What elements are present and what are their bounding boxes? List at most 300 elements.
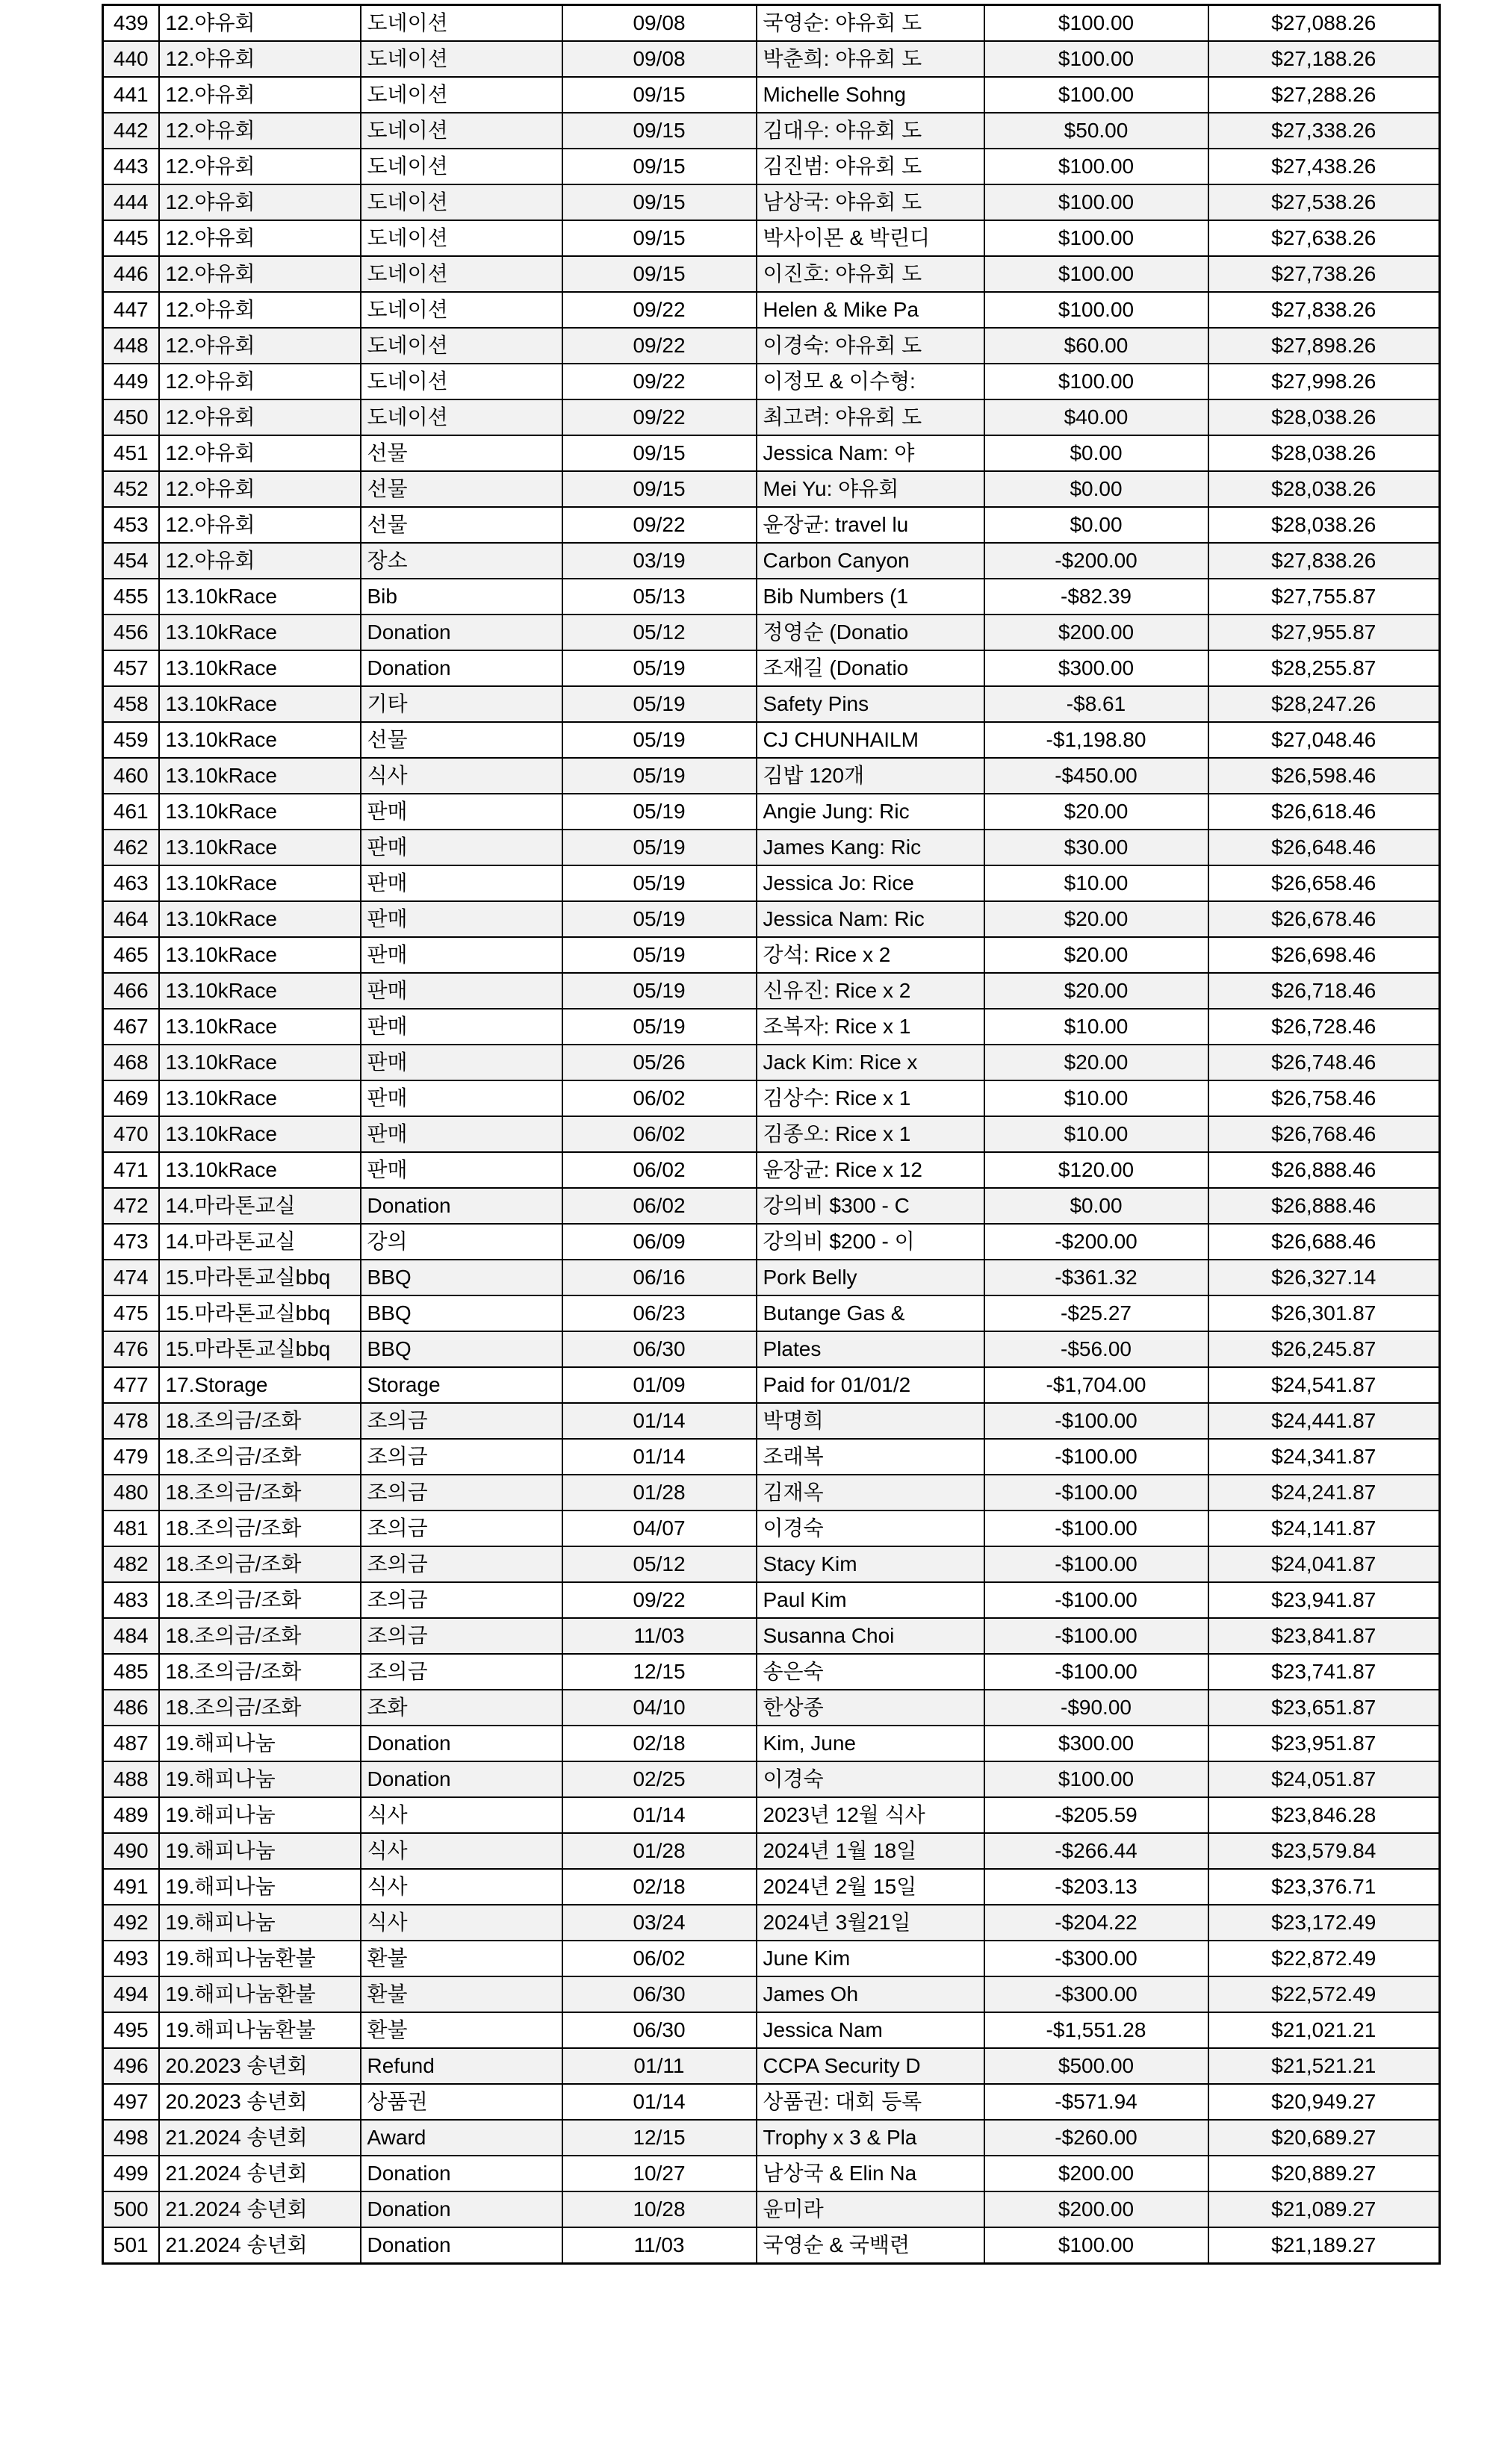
type-cell[interactable]: 조의금 <box>361 1618 562 1654</box>
description-cell[interactable]: June Kim <box>757 1941 984 1976</box>
type-cell[interactable]: 판매 <box>361 1080 562 1116</box>
amount-cell[interactable]: $100.00 <box>984 5 1208 42</box>
amount-cell[interactable]: $100.00 <box>984 77 1208 113</box>
date-cell[interactable]: 06/16 <box>562 1260 757 1295</box>
row-number-cell[interactable]: 463 <box>103 865 159 901</box>
type-cell[interactable]: 조의금 <box>361 1546 562 1582</box>
event-cell[interactable]: 13.10kRace <box>159 650 361 686</box>
amount-cell[interactable]: -$204.22 <box>984 1905 1208 1941</box>
date-cell[interactable]: 05/19 <box>562 650 757 686</box>
amount-cell[interactable]: -$100.00 <box>984 1546 1208 1582</box>
balance-cell[interactable]: $27,338.26 <box>1208 113 1440 149</box>
balance-cell[interactable]: $27,088.26 <box>1208 5 1440 42</box>
type-cell[interactable]: 도네이션 <box>361 256 562 292</box>
table-row[interactable] <box>103 686 1440 722</box>
balance-cell[interactable]: $20,889.27 <box>1208 2156 1440 2191</box>
amount-cell[interactable]: $0.00 <box>984 507 1208 543</box>
table-row[interactable] <box>103 758 1440 794</box>
table-row[interactable] <box>103 722 1440 758</box>
balance-cell[interactable]: $27,288.26 <box>1208 77 1440 113</box>
type-cell[interactable]: 기타 <box>361 686 562 722</box>
date-cell[interactable]: 01/14 <box>562 2084 757 2120</box>
type-cell[interactable]: 판매 <box>361 1116 562 1152</box>
description-cell[interactable]: 상품권: 대회 등록 <box>757 2084 984 2120</box>
row-number-cell[interactable]: 469 <box>103 1080 159 1116</box>
balance-cell[interactable]: $26,327.14 <box>1208 1260 1440 1295</box>
event-cell[interactable]: 13.10kRace <box>159 615 361 650</box>
table-row[interactable] <box>103 184 1440 220</box>
description-cell[interactable]: 조래복 <box>757 1439 984 1475</box>
description-cell[interactable]: 강석: Rice x 2 <box>757 937 984 973</box>
row-number-cell[interactable]: 473 <box>103 1224 159 1260</box>
description-cell[interactable]: 2024년 3월21일 <box>757 1905 984 1941</box>
row-number-cell[interactable]: 464 <box>103 901 159 937</box>
type-cell[interactable]: Refund <box>361 2048 562 2084</box>
row-number-cell[interactable]: 499 <box>103 2156 159 2191</box>
table-row[interactable] <box>103 292 1440 328</box>
date-cell[interactable]: 05/19 <box>562 1009 757 1045</box>
table-row[interactable] <box>103 1905 1440 1941</box>
table-row[interactable] <box>103 1152 1440 1188</box>
type-cell[interactable]: 식사 <box>361 1833 562 1869</box>
event-cell[interactable]: 19.해피나눔환불 <box>159 1941 361 1976</box>
description-cell[interactable]: 송은숙 <box>757 1654 984 1690</box>
row-number-cell[interactable]: 492 <box>103 1905 159 1941</box>
amount-cell[interactable]: -$266.44 <box>984 1833 1208 1869</box>
amount-cell[interactable]: $100.00 <box>984 364 1208 399</box>
balance-cell[interactable]: $27,188.26 <box>1208 41 1440 77</box>
row-number-cell[interactable]: 491 <box>103 1869 159 1905</box>
amount-cell[interactable]: -$205.59 <box>984 1797 1208 1833</box>
date-cell[interactable]: 01/28 <box>562 1833 757 1869</box>
event-cell[interactable]: 13.10kRace <box>159 1152 361 1188</box>
balance-cell[interactable]: $27,955.87 <box>1208 615 1440 650</box>
type-cell[interactable]: 도네이션 <box>361 149 562 184</box>
amount-cell[interactable]: -$450.00 <box>984 758 1208 794</box>
balance-cell[interactable]: $27,738.26 <box>1208 256 1440 292</box>
table-row[interactable] <box>103 1797 1440 1833</box>
event-cell[interactable]: 15.마라톤교실bbq <box>159 1260 361 1295</box>
date-cell[interactable]: 05/19 <box>562 758 757 794</box>
event-cell[interactable]: 12.야유회 <box>159 5 361 42</box>
amount-cell[interactable]: -$100.00 <box>984 1511 1208 1546</box>
row-number-cell[interactable]: 468 <box>103 1045 159 1080</box>
event-cell[interactable]: 12.야유회 <box>159 113 361 149</box>
amount-cell[interactable]: $20.00 <box>984 901 1208 937</box>
description-cell[interactable]: Mei Yu: 야유회 <box>757 471 984 507</box>
balance-cell[interactable]: $26,748.46 <box>1208 1045 1440 1080</box>
event-cell[interactable]: 14.마라톤교실 <box>159 1224 361 1260</box>
description-cell[interactable]: 이경숙: 야유회 도 <box>757 328 984 364</box>
row-number-cell[interactable]: 471 <box>103 1152 159 1188</box>
date-cell[interactable]: 09/22 <box>562 292 757 328</box>
description-cell[interactable]: 김밥 120개 <box>757 758 984 794</box>
table-row[interactable] <box>103 1295 1440 1331</box>
balance-cell[interactable]: $27,048.46 <box>1208 722 1440 758</box>
date-cell[interactable]: 09/15 <box>562 220 757 256</box>
type-cell[interactable]: 판매 <box>361 865 562 901</box>
amount-cell[interactable]: $10.00 <box>984 1080 1208 1116</box>
table-row[interactable] <box>103 1224 1440 1260</box>
table-row[interactable] <box>103 937 1440 973</box>
row-number-cell[interactable]: 465 <box>103 937 159 973</box>
balance-cell[interactable]: $26,678.46 <box>1208 901 1440 937</box>
balance-cell[interactable]: $26,301.87 <box>1208 1295 1440 1331</box>
table-row[interactable] <box>103 794 1440 830</box>
table-row[interactable] <box>103 579 1440 615</box>
balance-cell[interactable]: $26,245.87 <box>1208 1331 1440 1367</box>
balance-cell[interactable]: $26,598.46 <box>1208 758 1440 794</box>
date-cell[interactable]: 09/22 <box>562 507 757 543</box>
description-cell[interactable]: 김진범: 야유회 도 <box>757 149 984 184</box>
description-cell[interactable]: Trophy x 3 & Pla <box>757 2120 984 2156</box>
event-cell[interactable]: 19.해피나눔환불 <box>159 2012 361 2048</box>
row-number-cell[interactable]: 461 <box>103 794 159 830</box>
event-cell[interactable]: 21.2024 송년회 <box>159 2156 361 2191</box>
amount-cell[interactable]: -$1,551.28 <box>984 2012 1208 2048</box>
event-cell[interactable]: 19.해피나눔 <box>159 1726 361 1761</box>
date-cell[interactable]: 06/02 <box>562 1152 757 1188</box>
description-cell[interactable]: Safety Pins <box>757 686 984 722</box>
event-cell[interactable]: 19.해피나눔 <box>159 1833 361 1869</box>
description-cell[interactable]: Plates <box>757 1331 984 1367</box>
type-cell[interactable]: 판매 <box>361 1009 562 1045</box>
row-number-cell[interactable]: 452 <box>103 471 159 507</box>
table-row[interactable] <box>103 1475 1440 1511</box>
date-cell[interactable]: 06/30 <box>562 1976 757 2012</box>
row-number-cell[interactable]: 442 <box>103 113 159 149</box>
row-number-cell[interactable]: 500 <box>103 2191 159 2227</box>
table-row[interactable] <box>103 507 1440 543</box>
date-cell[interactable]: 01/14 <box>562 1439 757 1475</box>
description-cell[interactable]: 이경숙 <box>757 1761 984 1797</box>
amount-cell[interactable]: $200.00 <box>984 615 1208 650</box>
row-number-cell[interactable]: 470 <box>103 1116 159 1152</box>
balance-cell[interactable]: $24,341.87 <box>1208 1439 1440 1475</box>
description-cell[interactable]: Bib Numbers (1 <box>757 579 984 615</box>
row-number-cell[interactable]: 496 <box>103 2048 159 2084</box>
balance-cell[interactable]: $22,572.49 <box>1208 1976 1440 2012</box>
type-cell[interactable]: 판매 <box>361 1152 562 1188</box>
event-cell[interactable]: 13.10kRace <box>159 758 361 794</box>
description-cell[interactable]: Paid for 01/01/2 <box>757 1367 984 1403</box>
amount-cell[interactable]: -$300.00 <box>984 1976 1208 2012</box>
date-cell[interactable]: 05/19 <box>562 686 757 722</box>
event-cell[interactable]: 18.조의금/조화 <box>159 1690 361 1726</box>
event-cell[interactable]: 17.Storage <box>159 1367 361 1403</box>
table-row[interactable] <box>103 5 1440 42</box>
event-cell[interactable]: 12.야유회 <box>159 507 361 543</box>
event-cell[interactable]: 13.10kRace <box>159 1045 361 1080</box>
amount-cell[interactable]: $20.00 <box>984 973 1208 1009</box>
amount-cell[interactable]: -$8.61 <box>984 686 1208 722</box>
event-cell[interactable]: 12.야유회 <box>159 149 361 184</box>
description-cell[interactable]: Pork Belly <box>757 1260 984 1295</box>
description-cell[interactable]: 조복자: Rice x 1 <box>757 1009 984 1045</box>
date-cell[interactable]: 05/12 <box>562 1546 757 1582</box>
table-row[interactable] <box>103 1080 1440 1116</box>
description-cell[interactable]: 2024년 2월 15일 <box>757 1869 984 1905</box>
type-cell[interactable]: Bib <box>361 579 562 615</box>
description-cell[interactable]: James Kang: Ric <box>757 830 984 865</box>
row-number-cell[interactable]: 482 <box>103 1546 159 1582</box>
row-number-cell[interactable]: 456 <box>103 615 159 650</box>
date-cell[interactable]: 09/15 <box>562 184 757 220</box>
amount-cell[interactable]: -$361.32 <box>984 1260 1208 1295</box>
type-cell[interactable]: 조의금 <box>361 1403 562 1439</box>
type-cell[interactable]: 조의금 <box>361 1582 562 1618</box>
balance-cell[interactable]: $27,898.26 <box>1208 328 1440 364</box>
description-cell[interactable]: Jack Kim: Rice x <box>757 1045 984 1080</box>
amount-cell[interactable]: $60.00 <box>984 328 1208 364</box>
event-cell[interactable]: 18.조의금/조화 <box>159 1403 361 1439</box>
table-row[interactable] <box>103 435 1440 471</box>
table-row[interactable] <box>103 1654 1440 1690</box>
row-number-cell[interactable]: 474 <box>103 1260 159 1295</box>
type-cell[interactable]: 판매 <box>361 901 562 937</box>
row-number-cell[interactable]: 466 <box>103 973 159 1009</box>
row-number-cell[interactable]: 455 <box>103 579 159 615</box>
table-row[interactable] <box>103 471 1440 507</box>
table-row[interactable] <box>103 1869 1440 1905</box>
balance-cell[interactable]: $21,521.21 <box>1208 2048 1440 2084</box>
row-number-cell[interactable]: 490 <box>103 1833 159 1869</box>
table-row[interactable] <box>103 1546 1440 1582</box>
table-row[interactable] <box>103 830 1440 865</box>
row-number-cell[interactable]: 454 <box>103 543 159 579</box>
table-row[interactable] <box>103 2191 1440 2227</box>
row-number-cell[interactable]: 501 <box>103 2227 159 2264</box>
date-cell[interactable]: 11/03 <box>562 1618 757 1654</box>
amount-cell[interactable]: $300.00 <box>984 1726 1208 1761</box>
description-cell[interactable]: 남상국: 야유회 도 <box>757 184 984 220</box>
amount-cell[interactable]: $10.00 <box>984 865 1208 901</box>
date-cell[interactable]: 05/12 <box>562 615 757 650</box>
date-cell[interactable]: 02/25 <box>562 1761 757 1797</box>
balance-cell[interactable]: $26,768.46 <box>1208 1116 1440 1152</box>
event-cell[interactable]: 13.10kRace <box>159 901 361 937</box>
row-number-cell[interactable]: 459 <box>103 722 159 758</box>
table-row[interactable] <box>103 41 1440 77</box>
date-cell[interactable]: 09/22 <box>562 328 757 364</box>
description-cell[interactable]: Susanna Choi <box>757 1618 984 1654</box>
amount-cell[interactable]: $0.00 <box>984 435 1208 471</box>
balance-cell[interactable]: $27,998.26 <box>1208 364 1440 399</box>
event-cell[interactable]: 13.10kRace <box>159 722 361 758</box>
description-cell[interactable]: 2024년 1월 18일 <box>757 1833 984 1869</box>
date-cell[interactable]: 06/02 <box>562 1188 757 1224</box>
row-number-cell[interactable]: 450 <box>103 399 159 435</box>
table-row[interactable] <box>103 1618 1440 1654</box>
description-cell[interactable]: 김재옥 <box>757 1475 984 1511</box>
balance-cell[interactable]: $26,888.46 <box>1208 1152 1440 1188</box>
row-number-cell[interactable]: 467 <box>103 1009 159 1045</box>
event-cell[interactable]: 18.조의금/조화 <box>159 1654 361 1690</box>
type-cell[interactable]: 판매 <box>361 794 562 830</box>
row-number-cell[interactable]: 485 <box>103 1654 159 1690</box>
amount-cell[interactable]: -$203.13 <box>984 1869 1208 1905</box>
description-cell[interactable]: Kim, June <box>757 1726 984 1761</box>
description-cell[interactable]: 2023년 12월 식사 <box>757 1797 984 1833</box>
event-cell[interactable]: 13.10kRace <box>159 937 361 973</box>
table-row[interactable] <box>103 543 1440 579</box>
description-cell[interactable]: 한상종 <box>757 1690 984 1726</box>
type-cell[interactable]: 도네이션 <box>361 399 562 435</box>
amount-cell[interactable]: $20.00 <box>984 794 1208 830</box>
description-cell[interactable]: Carbon Canyon <box>757 543 984 579</box>
amount-cell[interactable]: -$260.00 <box>984 2120 1208 2156</box>
amount-cell[interactable]: $200.00 <box>984 2156 1208 2191</box>
event-cell[interactable]: 12.야유회 <box>159 435 361 471</box>
balance-cell[interactable]: $28,038.26 <box>1208 399 1440 435</box>
description-cell[interactable]: 이정모 & 이수형: <box>757 364 984 399</box>
balance-cell[interactable]: $28,038.26 <box>1208 507 1440 543</box>
type-cell[interactable]: BBQ <box>361 1295 562 1331</box>
amount-cell[interactable]: -$1,704.00 <box>984 1367 1208 1403</box>
type-cell[interactable]: Donation <box>361 2227 562 2264</box>
table-row[interactable] <box>103 113 1440 149</box>
date-cell[interactable]: 12/15 <box>562 1654 757 1690</box>
row-number-cell[interactable]: 440 <box>103 41 159 77</box>
type-cell[interactable]: 도네이션 <box>361 220 562 256</box>
date-cell[interactable]: 09/08 <box>562 41 757 77</box>
type-cell[interactable]: Donation <box>361 2156 562 2191</box>
balance-cell[interactable]: $26,718.46 <box>1208 973 1440 1009</box>
balance-cell[interactable]: $23,846.28 <box>1208 1797 1440 1833</box>
row-number-cell[interactable]: 443 <box>103 149 159 184</box>
event-cell[interactable]: 12.야유회 <box>159 543 361 579</box>
date-cell[interactable]: 09/15 <box>562 149 757 184</box>
type-cell[interactable]: 도네이션 <box>361 328 562 364</box>
event-cell[interactable]: 13.10kRace <box>159 865 361 901</box>
date-cell[interactable]: 05/19 <box>562 901 757 937</box>
event-cell[interactable]: 12.야유회 <box>159 292 361 328</box>
table-row[interactable] <box>103 1690 1440 1726</box>
event-cell[interactable]: 19.해피나눔 <box>159 1761 361 1797</box>
event-cell[interactable]: 12.야유회 <box>159 364 361 399</box>
row-number-cell[interactable]: 444 <box>103 184 159 220</box>
balance-cell[interactable]: $24,541.87 <box>1208 1367 1440 1403</box>
type-cell[interactable]: 도네이션 <box>361 77 562 113</box>
row-number-cell[interactable]: 446 <box>103 256 159 292</box>
row-number-cell[interactable]: 487 <box>103 1726 159 1761</box>
row-number-cell[interactable]: 445 <box>103 220 159 256</box>
balance-cell[interactable]: $26,728.46 <box>1208 1009 1440 1045</box>
event-cell[interactable]: 18.조의금/조화 <box>159 1582 361 1618</box>
date-cell[interactable]: 04/10 <box>562 1690 757 1726</box>
type-cell[interactable]: 식사 <box>361 1797 562 1833</box>
date-cell[interactable]: 01/09 <box>562 1367 757 1403</box>
table-row[interactable] <box>103 615 1440 650</box>
type-cell[interactable]: 도네이션 <box>361 184 562 220</box>
balance-cell[interactable]: $21,189.27 <box>1208 2227 1440 2264</box>
date-cell[interactable]: 05/19 <box>562 865 757 901</box>
date-cell[interactable]: 06/02 <box>562 1080 757 1116</box>
amount-cell[interactable]: -$100.00 <box>984 1475 1208 1511</box>
type-cell[interactable]: 선물 <box>361 722 562 758</box>
type-cell[interactable]: 도네이션 <box>361 5 562 42</box>
amount-cell[interactable]: $100.00 <box>984 292 1208 328</box>
event-cell[interactable]: 12.야유회 <box>159 220 361 256</box>
amount-cell[interactable]: $0.00 <box>984 1188 1208 1224</box>
description-cell[interactable]: Butange Gas & <box>757 1295 984 1331</box>
table-row[interactable] <box>103 1331 1440 1367</box>
description-cell[interactable]: 김종오: Rice x 1 <box>757 1116 984 1152</box>
type-cell[interactable]: Donation <box>361 615 562 650</box>
row-number-cell[interactable]: 480 <box>103 1475 159 1511</box>
row-number-cell[interactable]: 495 <box>103 2012 159 2048</box>
description-cell[interactable]: 최고려: 야유회 도 <box>757 399 984 435</box>
table-row[interactable] <box>103 1009 1440 1045</box>
description-cell[interactable]: 강의비 $200 - 이 <box>757 1224 984 1260</box>
date-cell[interactable]: 06/02 <box>562 1941 757 1976</box>
amount-cell[interactable]: -$200.00 <box>984 1224 1208 1260</box>
amount-cell[interactable]: -$82.39 <box>984 579 1208 615</box>
amount-cell[interactable]: $100.00 <box>984 184 1208 220</box>
balance-cell[interactable]: $27,838.26 <box>1208 543 1440 579</box>
balance-cell[interactable]: $22,872.49 <box>1208 1941 1440 1976</box>
amount-cell[interactable]: $100.00 <box>984 1761 1208 1797</box>
type-cell[interactable]: 선물 <box>361 507 562 543</box>
event-cell[interactable]: 12.야유회 <box>159 184 361 220</box>
event-cell[interactable]: 12.야유회 <box>159 399 361 435</box>
balance-cell[interactable]: $27,755.87 <box>1208 579 1440 615</box>
date-cell[interactable]: 09/22 <box>562 399 757 435</box>
balance-cell[interactable]: $20,949.27 <box>1208 2084 1440 2120</box>
date-cell[interactable]: 01/14 <box>562 1797 757 1833</box>
type-cell[interactable]: Award <box>361 2120 562 2156</box>
row-number-cell[interactable]: 448 <box>103 328 159 364</box>
balance-cell[interactable]: $24,051.87 <box>1208 1761 1440 1797</box>
amount-cell[interactable]: -$200.00 <box>984 543 1208 579</box>
balance-cell[interactable]: $23,741.87 <box>1208 1654 1440 1690</box>
amount-cell[interactable]: $120.00 <box>984 1152 1208 1188</box>
event-cell[interactable]: 19.해피나눔 <box>159 1797 361 1833</box>
date-cell[interactable]: 05/19 <box>562 794 757 830</box>
amount-cell[interactable]: $300.00 <box>984 650 1208 686</box>
table-row[interactable] <box>103 2120 1440 2156</box>
date-cell[interactable]: 04/07 <box>562 1511 757 1546</box>
amount-cell[interactable]: -$1,198.80 <box>984 722 1208 758</box>
description-cell[interactable]: Paul Kim <box>757 1582 984 1618</box>
event-cell[interactable]: 18.조의금/조화 <box>159 1618 361 1654</box>
balance-cell[interactable]: $27,838.26 <box>1208 292 1440 328</box>
amount-cell[interactable]: $100.00 <box>984 220 1208 256</box>
date-cell[interactable]: 03/24 <box>562 1905 757 1941</box>
description-cell[interactable]: 윤장균: Rice x 12 <box>757 1152 984 1188</box>
date-cell[interactable]: 06/02 <box>562 1116 757 1152</box>
row-number-cell[interactable]: 441 <box>103 77 159 113</box>
event-cell[interactable]: 13.10kRace <box>159 1009 361 1045</box>
event-cell[interactable]: 19.해피나눔 <box>159 1905 361 1941</box>
amount-cell[interactable]: $200.00 <box>984 2191 1208 2227</box>
description-cell[interactable]: 김대우: 야유회 도 <box>757 113 984 149</box>
table-row[interactable] <box>103 1726 1440 1761</box>
description-cell[interactable]: 박명희 <box>757 1403 984 1439</box>
table-row[interactable] <box>103 1367 1440 1403</box>
event-cell[interactable]: 21.2024 송년회 <box>159 2227 361 2264</box>
balance-cell[interactable]: $23,172.49 <box>1208 1905 1440 1941</box>
table-row[interactable] <box>103 1582 1440 1618</box>
table-row[interactable] <box>103 328 1440 364</box>
type-cell[interactable]: BBQ <box>361 1331 562 1367</box>
type-cell[interactable]: Donation <box>361 1726 562 1761</box>
amount-cell[interactable]: -$25.27 <box>984 1295 1208 1331</box>
description-cell[interactable]: CJ CHUNHAILM <box>757 722 984 758</box>
date-cell[interactable]: 06/23 <box>562 1295 757 1331</box>
row-number-cell[interactable]: 458 <box>103 686 159 722</box>
amount-cell[interactable]: -$100.00 <box>984 1403 1208 1439</box>
